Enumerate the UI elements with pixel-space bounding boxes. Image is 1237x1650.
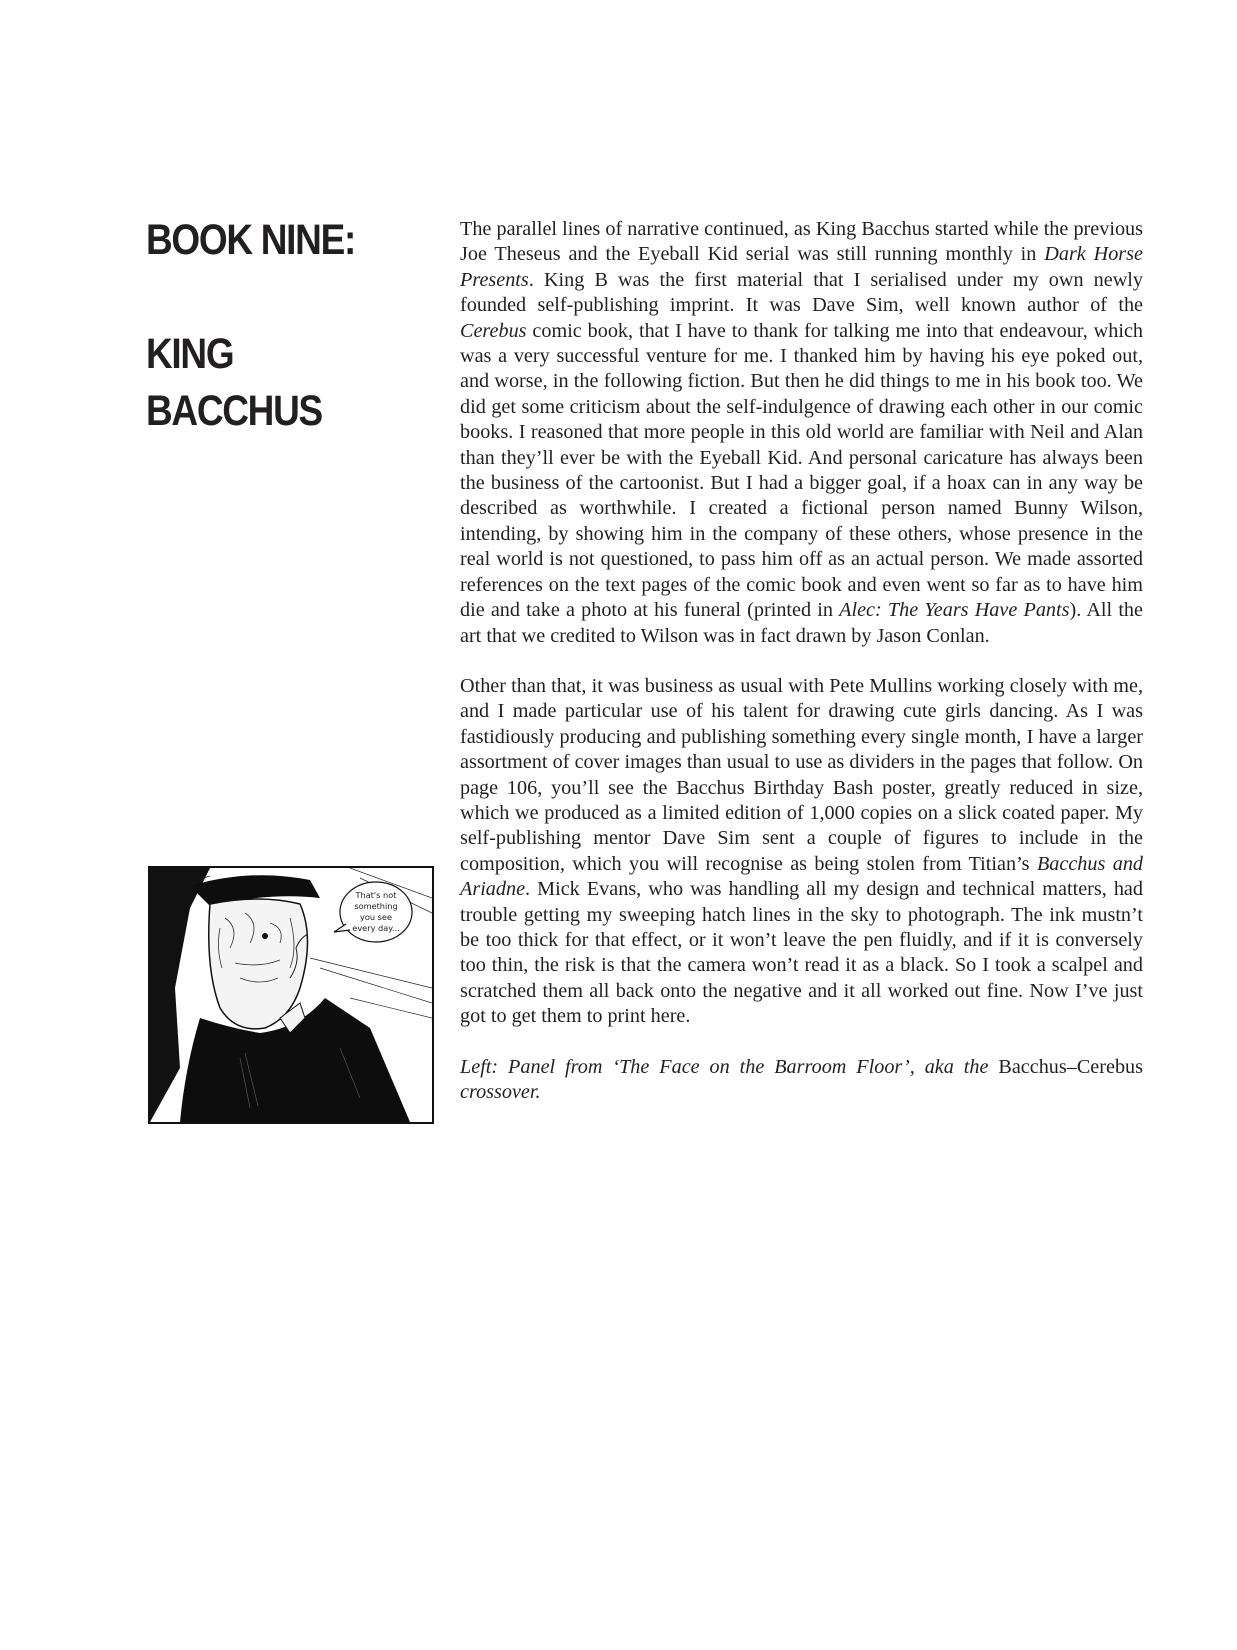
bubble-line-2: something <box>354 901 398 911</box>
bubble-line-4: every day... <box>352 923 400 933</box>
text-run: ). All the art that we credited to Wilson was in fact drawn by Jason Conlan. <box>460 599 1143 647</box>
title-line-king: KING <box>146 330 234 378</box>
title-line-bacchus: BACCHUS <box>146 387 322 435</box>
italic-text-run: Left: Panel from ‘The Face on the Barroom Floor’, aka the <box>460 1055 999 1078</box>
figure-caption <box>460 1055 1143 1106</box>
title-line-book-nine: BOOK NINE: <box>146 216 355 264</box>
chapter-title <box>146 212 395 440</box>
comic-panel-illustration <box>148 866 434 1124</box>
text-run: . Mick Evans, who was handling all my design and technical matters, had trouble getting my sweeping hatch lines in the sky to photograph. The ink mustn’t be too thick for that effect, or it won’t leave the pen fluidly, and if it is conversely too thin, the risk is that the camera won’t read it as a black. So I took a scalpel and scratched them all back onto the negative and it all worked out fine. Now I’ve just got to get them to print here. <box>460 878 1143 1028</box>
text-run: The parallel lines of narrative continued, as King Bacchus started while the previous Joe Theseus and the Eyeball Kid serial was still running monthly in <box>460 218 1143 266</box>
text-run: Other than that, it was business as usual with Pete Mullins working closely with me, and I made particular use of his talent for drawing cute girls dancing. As I was fastidiously producing and publishing something every single month, I have a larger assortment of cover images than usual to use as dividers in the pages that follow. On page 106, you’ll see the Bacchus Birthday Bash poster, greatly reduced in size, which we produced as a limited edition of 1,000 copies on a slick coated paper. My self-publishing mentor Dave Sim sent a couple of figures to include in the composition, which you will recognise as being stolen from Titian’s <box>460 674 1143 875</box>
eye <box>262 933 268 939</box>
body-paragraph-1 <box>460 217 1143 649</box>
title-gap <box>146 269 395 326</box>
comic-panel-art <box>150 868 432 1122</box>
bubble-line-3: you see <box>360 912 392 922</box>
italic-text-run: crossover. <box>460 1081 541 1103</box>
body-text-column <box>460 217 1143 1105</box>
italic-text-run: Alec: The Years Have Pants <box>839 599 1070 622</box>
text-run: comic book, that I have to thank for talking me into that endeavour, which was a very successful venture for me. I thanked him by having his eye poked out, and worse, in the following fiction. But then he did things to me in his book too. We did get some criticism about the self-indulgence of drawing each other in our comic books. I reasoned that more people in this old world are familiar with Neil and Alan than they’ll ever be with the Eyeball Kid. And personal caricature has always been the business of the cartoonist. But I had a bigger goal, if a hoax can in any way be described as worthwhile. I created a fictional person named Bunny Wilson, intending, by showing him in the company of these others, whose presence in the real world is not questioned, to pass him off as an actual person. We made assorted references on the text pages of the comic book and even went so far as to have him die and take a photo at his funeral (printed in <box>460 319 1143 622</box>
text-run: Bacchus–Cerebus <box>998 1055 1143 1078</box>
italic-text-run: Dark Horse Presents <box>460 243 1143 291</box>
text-run: . King B was the first material that I serialised under my own newly founded self-publishing imprint. It was Dave Sim, well known author of the <box>460 268 1143 317</box>
italic-text-run: Cerebus <box>460 319 527 342</box>
italic-text-run: Bacchus and Ariadne <box>460 852 1144 901</box>
bubble-line-1: That's not <box>355 890 397 900</box>
body-paragraph-2 <box>460 674 1143 1030</box>
